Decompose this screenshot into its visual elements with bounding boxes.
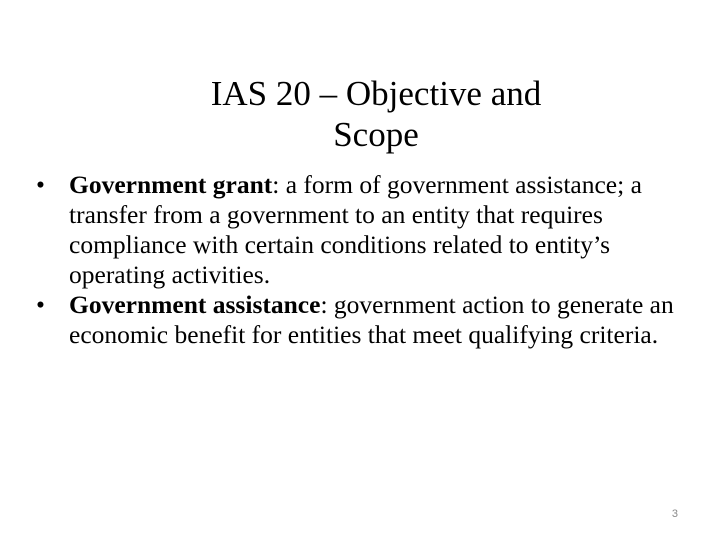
definition-government-assistance: : government action to generate an economic benefit for entities that meet qualifying criteria. [69,290,674,349]
term-government-grant: Government grant [69,170,273,199]
slide-title-line-2: Scope [333,115,419,154]
bullet-icon: • [36,170,45,199]
bullet-icon: • [36,290,45,319]
bullet-item-government-grant [36,170,696,290]
slide-title [96,73,656,155]
term-government-assistance: Government assistance [69,290,321,319]
page-number: 3 [671,508,678,520]
definition-government-grant: : a form of government assistance; a transfer from a government to an entity that requires compliance with certain conditions related to entity’s operating activities. [69,170,642,289]
bullet-list [36,170,696,350]
bullet-item-government-assistance [36,290,696,350]
slide-title-line-1: IAS 20 – Objective and [210,74,542,113]
